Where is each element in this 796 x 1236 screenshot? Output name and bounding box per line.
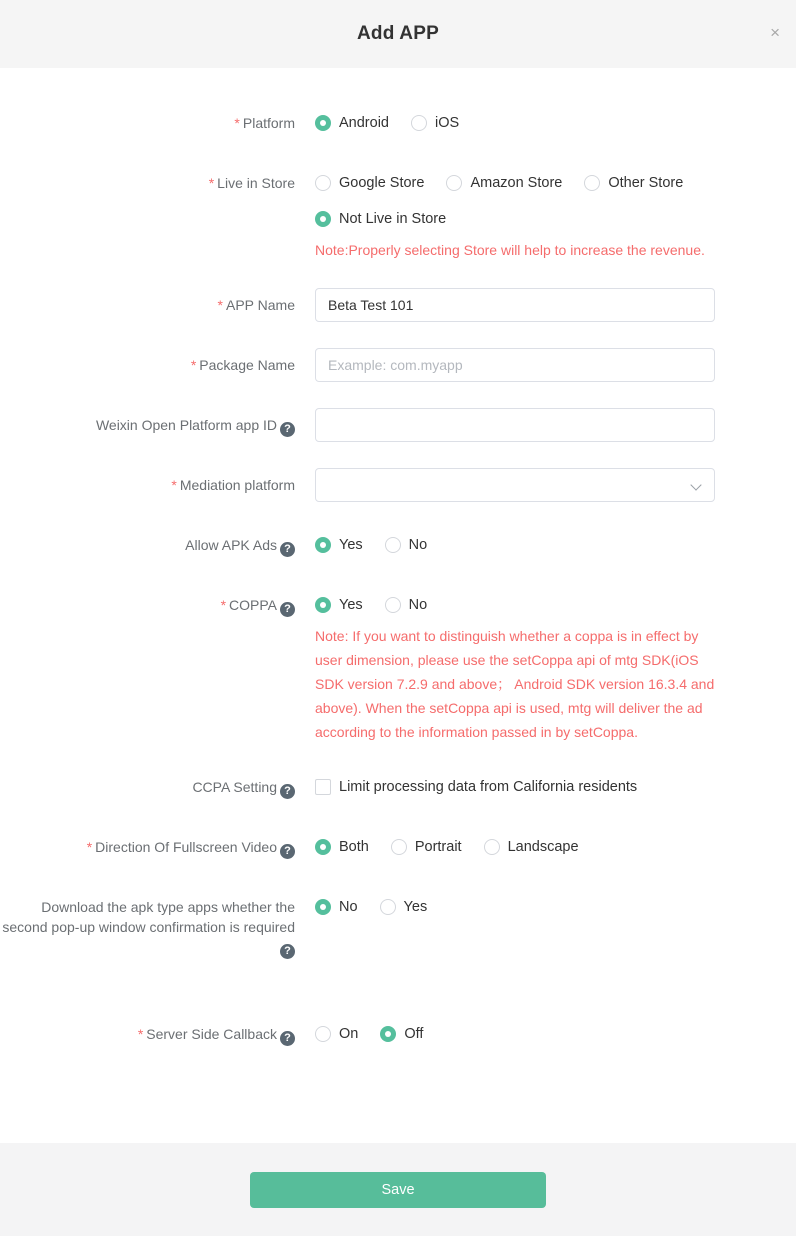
radio-selected-icon: [315, 899, 331, 915]
help-icon[interactable]: ?: [280, 542, 295, 557]
radio-selected-icon: [315, 115, 331, 131]
row-server-side-callback: [0, 1017, 796, 1051]
help-icon[interactable]: ?: [280, 602, 295, 617]
row-coppa: [0, 588, 796, 744]
radio-google-store[interactable]: Google Store: [315, 175, 424, 191]
required-asterisk: *: [86, 839, 93, 855]
apk-second-popup-label: Download the apk type apps whether the second pop-up window confirmation is required?: [2, 899, 295, 957]
radio-callback-off[interactable]: Off: [380, 1026, 423, 1042]
row-app-name: [0, 288, 796, 322]
required-asterisk: *: [217, 297, 223, 313]
radio-apk-ads-yes[interactable]: Yes: [315, 537, 363, 553]
radio-other-store[interactable]: Other Store: [584, 175, 683, 191]
radio-unselected-icon: [315, 1026, 331, 1042]
form-body: [0, 68, 796, 1143]
package-name-label: * Package Name: [190, 357, 295, 373]
page-title: Add APP: [357, 23, 439, 44]
live-in-store-label: * Live in Store: [208, 175, 295, 191]
row-weixin-app-id: [0, 408, 796, 442]
radio-platform-android[interactable]: Android: [315, 115, 389, 131]
mediation-platform-label: * Mediation platform: [171, 477, 295, 493]
radio-selected-icon: [380, 1026, 396, 1042]
radio-unselected-icon: [385, 537, 401, 553]
required-asterisk: *: [171, 477, 177, 493]
radio-selected-icon: [315, 537, 331, 553]
required-asterisk: *: [234, 115, 240, 131]
radio-unselected-icon: [391, 839, 407, 855]
radio-unselected-icon: [380, 899, 396, 915]
radio-popup-no[interactable]: No: [315, 899, 358, 915]
radio-direction-both[interactable]: Both: [315, 839, 369, 855]
radio-selected-icon: [315, 211, 331, 227]
required-asterisk: *: [220, 597, 227, 613]
allow-apk-ads-label: Allow APK Ads ?: [0, 528, 315, 557]
close-icon[interactable]: ×: [770, 23, 780, 42]
radio-amazon-store[interactable]: Amazon Store: [446, 175, 562, 191]
radio-unselected-icon: [385, 597, 401, 613]
radio-apk-ads-no[interactable]: No: [385, 537, 428, 553]
ccpa-setting-label: CCPA Setting ?: [0, 770, 315, 799]
row-package-name: [0, 348, 796, 382]
server-side-callback-label: * Server Side Callback ?: [0, 1017, 315, 1046]
modal-footer: [0, 1143, 796, 1236]
radio-unselected-icon: [584, 175, 600, 191]
help-icon[interactable]: ?: [280, 422, 295, 437]
help-icon[interactable]: ?: [280, 944, 295, 959]
radio-direction-portrait[interactable]: Portrait: [391, 839, 462, 855]
radio-coppa-no[interactable]: No: [385, 597, 428, 613]
package-name-input[interactable]: [315, 348, 715, 382]
help-icon[interactable]: ?: [280, 844, 295, 859]
weixin-app-id-label: Weixin Open Platform app ID ?: [0, 408, 315, 437]
radio-not-live-in-store[interactable]: Not Live in Store: [315, 211, 446, 227]
help-icon[interactable]: ?: [280, 784, 295, 799]
radio-unselected-icon: [315, 175, 331, 191]
radio-coppa-yes[interactable]: Yes: [315, 597, 363, 613]
coppa-label: * COPPA ?: [0, 588, 315, 617]
radio-selected-icon: [315, 839, 331, 855]
radio-platform-ios[interactable]: iOS: [411, 115, 459, 131]
ccpa-checkbox-item[interactable]: Limit processing data from California residents: [315, 779, 637, 795]
required-asterisk: *: [137, 1026, 144, 1042]
radio-unselected-icon: [446, 175, 462, 191]
row-allow-apk-ads: [0, 528, 796, 562]
radio-popup-yes[interactable]: Yes: [380, 899, 428, 915]
app-name-label: * APP Name: [217, 297, 295, 313]
row-platform: [0, 106, 796, 140]
row-apk-second-popup: [0, 890, 796, 959]
coppa-note: Note: If you want to distinguish whether a coppa is in effect by user dimension, please use the setCoppa api of mtg SDK(iOS SDK version 7.2.9 and above； Android SDK version 16.3.4 and above). When the setCoppa api is used, mtg will deliver the ad according to the information passed in by setCoppa.: [315, 628, 715, 740]
weixin-app-id-input[interactable]: [315, 408, 715, 442]
mediation-platform-select[interactable]: [315, 468, 715, 502]
required-asterisk: *: [208, 175, 215, 191]
checkbox-unchecked-icon[interactable]: [315, 779, 331, 795]
modal-header: [0, 0, 796, 68]
row-mediation-platform: [0, 468, 796, 502]
help-icon[interactable]: ?: [280, 1031, 295, 1046]
platform-label: * Platform: [234, 115, 295, 131]
radio-selected-icon: [315, 597, 331, 613]
live-in-store-note: Note:Properly selecting Store will help to increase the revenue.: [315, 242, 705, 258]
chevron-down-icon: [690, 479, 701, 490]
radio-callback-on[interactable]: On: [315, 1026, 358, 1042]
row-fullscreen-direction: [0, 830, 796, 864]
save-button[interactable]: Save: [250, 1172, 546, 1208]
radio-unselected-icon: [484, 839, 500, 855]
fullscreen-direction-label: * Direction Of Fullscreen Video ?: [0, 830, 315, 859]
radio-direction-landscape[interactable]: Landscape: [484, 839, 579, 855]
row-live-in-store: [0, 166, 796, 262]
required-asterisk: *: [190, 357, 197, 373]
radio-unselected-icon: [411, 115, 427, 131]
row-ccpa-setting: [0, 770, 796, 804]
app-name-input[interactable]: [315, 288, 715, 322]
